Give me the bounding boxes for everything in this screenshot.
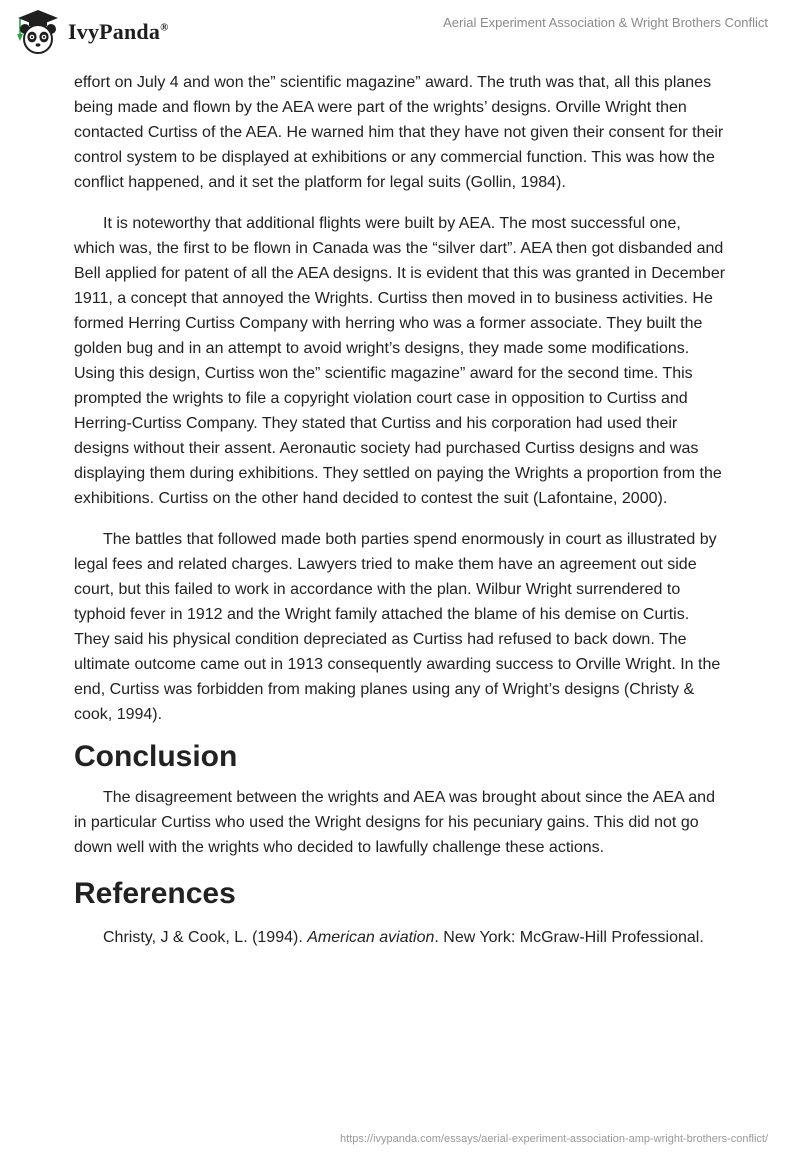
reference-publisher: . New York: McGraw-Hill Professional. bbox=[434, 929, 704, 946]
paragraph: The battles that followed made both parties spend enormously in court as illustrated by legal fees and related charges. Lawyers tried to make them have an agreement out side court, but this failed to work in accordance with the plan. Wilbur Wright surrendered to typhoid fever in 1912 and the Wright family attached the blame of his demise on Curtis. They said his physical condition depreciated as Curtiss had refused to back down. The ultimate outcome came out in 1913 consequently awarding success to Orville Wright. In the end, Curtiss was forbidden from making planes using any of Wright’s designs (Christy & cook, 1994). bbox=[74, 531, 721, 723]
ivypanda-logo[interactable] bbox=[14, 8, 214, 56]
paragraph: It is noteworthy that additional flights were built by AEA. The most successful one, which was, the first to be flown in Canada was the “silver dart”. AEA then got disbanded and Bell applied for patent of all the AEA designs. It is evident that this was granted in December 1911, a concept that annoyed the Wrights. Curtiss then moved in to business activities. He formed Herring Curtiss Company with herring who was a former associate. They built the golden bug and in an attempt to avoid wright’s designs, they made some modifications. Using this design, Curtiss won the” scientific magazine” award for the second time. This prompted the wrights to file a copyright violation court case in opposition to Curtiss and Herring-Curtiss Company. They stated that Curtiss and his corporation had used their designs without their assent. Aeronautic society had purchased Curtiss designs and was displaying them during exhibitions. They settled on paying the Wrights a proportion from the exhibitions. Curtiss on the other hand decided to contest the suit (Lafontaine, 2000). bbox=[74, 215, 726, 507]
reference-entry bbox=[74, 925, 726, 950]
page-header bbox=[0, 0, 800, 64]
document-title: Aerial Experiment Association & Wright Brothers Conflict bbox=[443, 15, 768, 30]
references-heading: References bbox=[74, 877, 236, 910]
essay-content bbox=[74, 70, 726, 950]
brand-name bbox=[68, 19, 169, 45]
conclusion-heading: Conclusion bbox=[74, 740, 238, 773]
source-url[interactable]: https://ivypanda.com/essays/aerial-experiment-association-amp-wright-brothers-conflict/ bbox=[340, 1133, 768, 1145]
reference-authors: Christy, J & Cook, L. (1994). bbox=[103, 929, 308, 946]
paragraph-continued: effort on July 4 and won the” scientific magazine” award. The truth was that, all this planes being made and flown by the AEA were part of the wrights’ designs. Orville Wright then contacted Curtiss of the AEA. He warned him that they have not given their consent for their control system to be displayed at exhibitions or any commercial function. This was how the conflict happened, and it set the platform for legal suits (Gollin, 1984). bbox=[74, 74, 724, 191]
brand-text: IvyPanda bbox=[68, 19, 161, 44]
reference-title: American aviation bbox=[307, 929, 435, 946]
conclusion-paragraph: The disagreement between the wrights and AEA was brought about since the AEA and in particular Curtiss who used the Wright designs for his pecuniary gains. This did not go down well with the wrights who decided to lawfully challenge these actions. bbox=[74, 789, 715, 856]
registered-mark: ® bbox=[160, 21, 169, 34]
panda-graduate-icon bbox=[14, 8, 62, 56]
